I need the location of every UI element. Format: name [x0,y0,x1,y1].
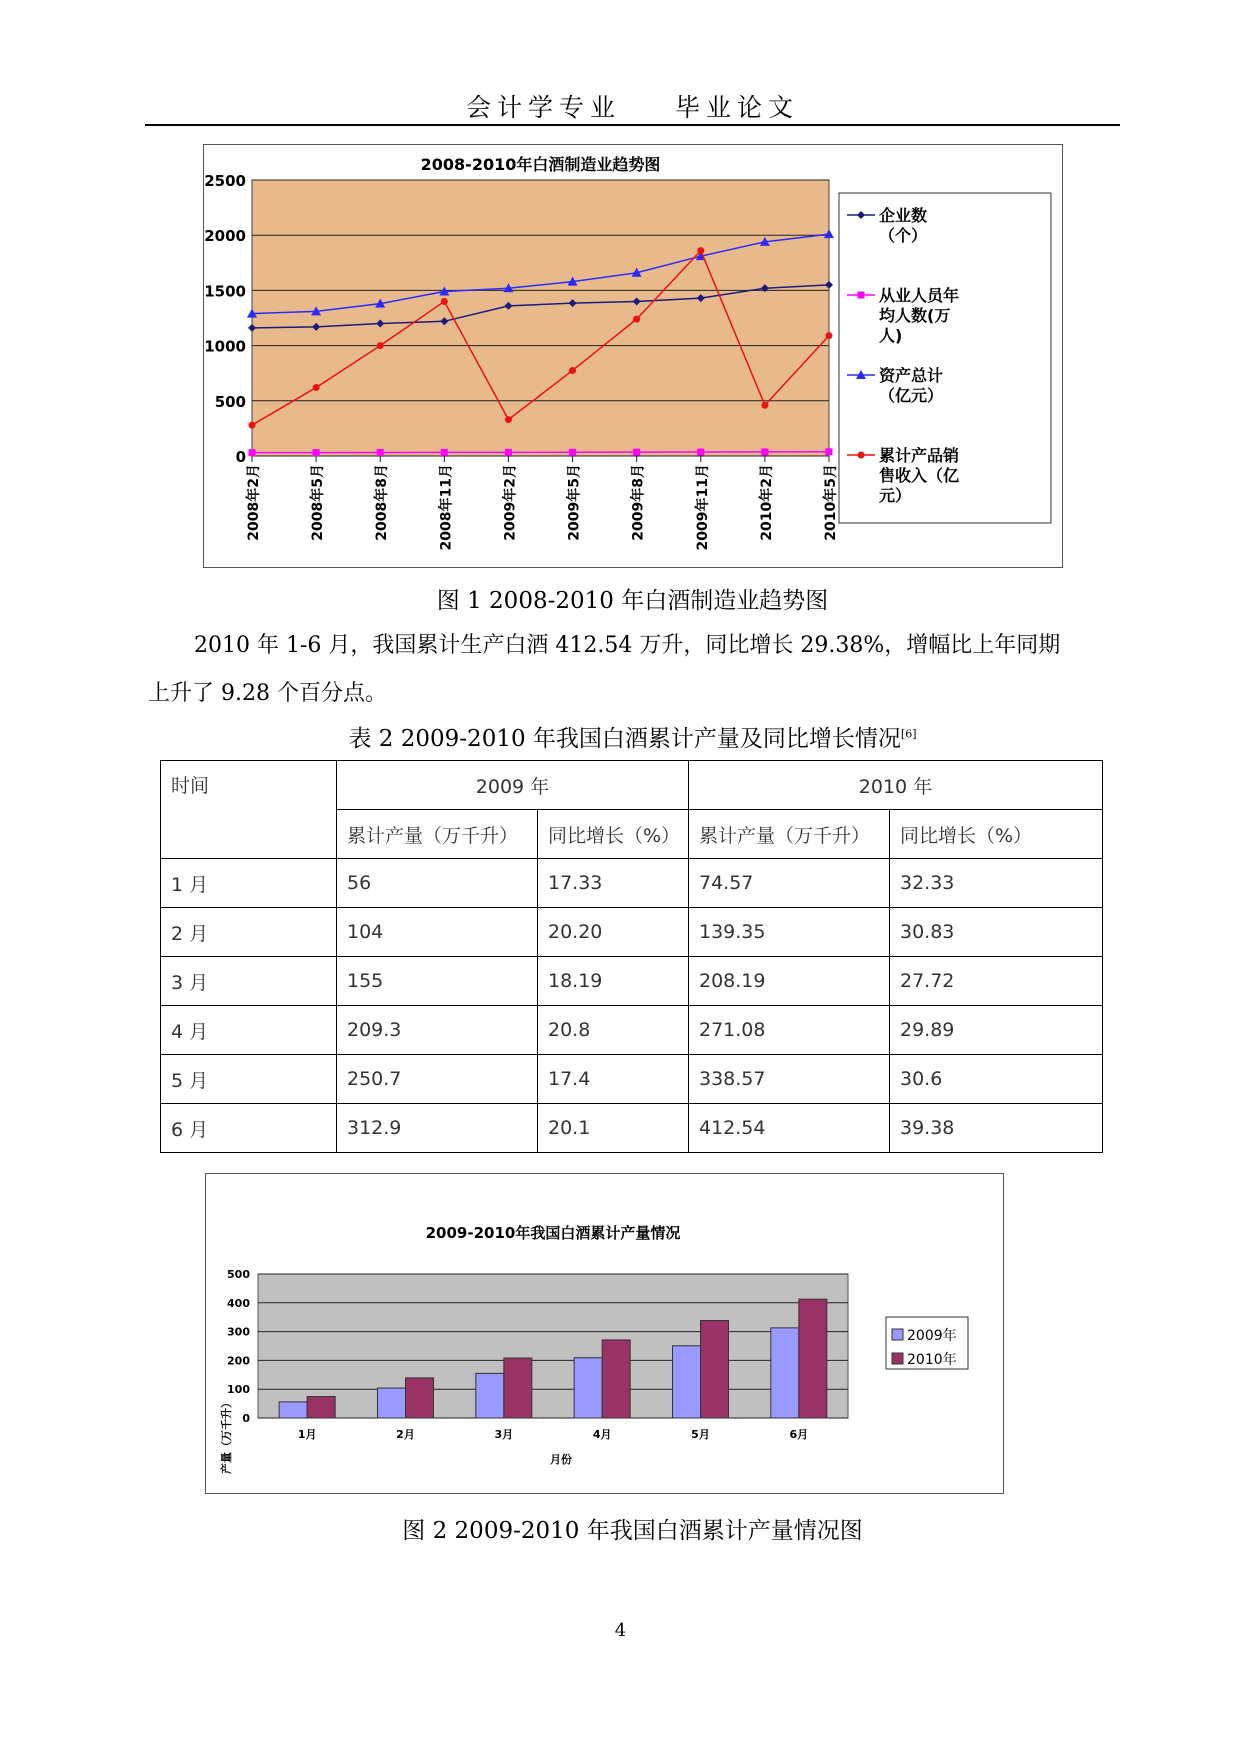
legend-entry: （个） [879,226,928,245]
cell-output-2009: 209.3 [337,1006,538,1055]
data-point [313,449,320,456]
data-point [697,449,704,456]
bar [406,1378,434,1418]
figure-1-frame [203,144,1063,568]
legend-entry: 资产总计 [879,366,944,385]
bar [799,1299,827,1418]
legend-entry: 元） [879,486,912,505]
data-point [249,449,256,456]
legend-entry: 企业数 [879,206,928,225]
data-point [633,449,640,456]
bar [476,1373,504,1418]
x-tick-label: 2010年5月 [823,464,839,541]
data-point [313,384,320,391]
legend-entry: 售收入（亿 [879,466,960,485]
data-point [377,449,384,456]
subheader-output-2010: 累计产量（万千升） [689,810,890,859]
cell-output-2009: 104 [337,908,538,957]
x-tick-label: 2月 [396,1428,415,1441]
x-tick-label: 2008年5月 [310,464,327,541]
cell-month: 6 月 [161,1104,337,1153]
y-tick-label: 100 [227,1383,250,1397]
cell-output-2009: 250.7 [337,1055,538,1104]
cell-output-2010: 338.57 [689,1055,890,1104]
y-tick-label: 500 [214,392,246,411]
plot-area [258,1274,848,1418]
trend-line-chart [204,145,1062,567]
subheader-growth-2010: 同比增长（%） [890,810,1103,859]
legend-entry: （亿元） [879,386,944,405]
table-row [161,859,1103,908]
y-tick-label: 0 [235,448,246,466]
data-point [826,332,833,339]
header-thesis: 毕业论文 [674,93,799,122]
legend-entry: 2010年 [907,1352,957,1368]
cell-growth-2009: 17.4 [538,1055,689,1104]
bar [771,1328,799,1418]
cell-growth-2010: 30.6 [890,1055,1103,1104]
legend-marker [858,292,865,299]
cell-output-2010: 139.35 [689,908,890,957]
x-tick-label: 3月 [494,1428,514,1441]
y-tick-label: 300 [227,1325,250,1339]
chart-title: 2008-2010年白酒制造业趋势图 [420,155,661,174]
data-point [505,449,512,456]
table-row [161,1055,1103,1104]
legend-marker [858,452,865,459]
table-title [145,720,1120,753]
bar [701,1320,729,1418]
cell-month: 2 月 [161,908,337,957]
data-point [441,298,448,305]
bar [307,1397,335,1418]
cell-growth-2010: 30.83 [890,908,1103,957]
x-tick-label: 2008年2月 [246,464,262,541]
table-row [161,908,1103,957]
y-tick-label: 200 [227,1354,250,1368]
figure-2-caption: 图 2 2009-2010 年我国白酒累计产量情况图 [402,1518,863,1544]
chart-title: 2009-2010年我国白酒累计产量情况 [425,1224,681,1242]
subheader-growth-2009: 同比增长（%） [538,810,689,859]
x-tick-label: 5月 [691,1428,710,1441]
x-axis-label: 月份 [550,1453,572,1466]
cell-output-2009: 312.9 [337,1104,538,1153]
subheader-output-2009: 累计产量（万千升） [337,810,538,859]
y-tick-label: 1500 [204,282,246,301]
plot-area [252,180,829,456]
production-bar-chart [206,1174,1003,1493]
legend-entry: 累计产品销 [879,446,960,465]
y-tick-label: 0 [242,1412,250,1425]
x-tick-label: 2008年11月 [438,464,455,551]
x-tick-label: 2008年8月 [374,464,391,541]
legend-entry: 人) [879,326,903,345]
y-tick-label: 400 [227,1296,250,1310]
bar [378,1388,406,1418]
legend-swatch [892,1353,903,1364]
x-tick-label: 6月 [789,1428,809,1441]
cell-month: 3 月 [161,957,337,1006]
header-year-2010: 2010 年 [689,761,1103,810]
paragraph-line-1 [148,622,1118,670]
legend-swatch [892,1329,903,1340]
header-major: 会计学专业 [466,93,622,122]
x-tick-label: 2009年11月 [694,464,711,551]
cell-output-2010: 412.54 [689,1104,890,1153]
cell-growth-2010: 27.72 [890,957,1103,1006]
body-paragraph [148,622,1118,718]
x-tick-label: 2009年2月 [502,464,519,541]
data-point [761,448,768,455]
running-header [145,88,1120,126]
header-year-2009: 2009 年 [337,761,689,810]
series-line-1 [252,452,829,453]
paragraph-line-2: 上升了 9.28 个百分点。 [148,681,387,706]
cell-output-2010: 74.57 [689,859,890,908]
table-header-row [161,761,1103,810]
cell-growth-2009: 20.1 [538,1104,689,1153]
table-title-reference: [6] [900,727,917,741]
cell-output-2010: 271.08 [689,1006,890,1055]
page-number: 4 [614,1620,627,1641]
cell-growth-2009: 18.19 [538,957,689,1006]
x-tick-label: 2009年8月 [630,463,647,541]
data-point [761,402,768,409]
data-point [697,247,704,254]
bar [673,1346,701,1418]
data-point [441,449,448,456]
data-point [826,448,833,455]
cell-output-2009: 56 [337,859,538,908]
bar [574,1358,602,1418]
cell-growth-2010: 39.38 [890,1104,1103,1153]
x-tick-label: 4月 [592,1428,612,1441]
cell-growth-2009: 17.33 [538,859,689,908]
data-point [377,342,384,349]
data-point [569,449,576,456]
legend-entry: 均人数(万 [879,306,951,325]
y-axis-label: 产量（万千升） [220,1397,233,1474]
cell-growth-2009: 20.20 [538,908,689,957]
legend-entry: 2009年 [907,1328,957,1344]
data-point [633,316,640,323]
data-point [249,422,256,429]
y-tick-label: 2000 [204,227,246,246]
table-row [161,957,1103,1006]
table-row [161,1104,1103,1153]
cell-month: 1 月 [161,859,337,908]
x-tick-label: 1月 [297,1428,317,1441]
table-row [161,1006,1103,1055]
figure-1-caption: 图 1 2008-2010 年白酒制造业趋势图 [436,588,829,614]
header-time: 时间 [161,761,337,859]
production-table [160,760,1103,1153]
y-tick-label: 500 [227,1268,250,1281]
cell-growth-2010: 29.89 [890,1006,1103,1055]
x-tick-label: 2009年5月 [566,464,583,541]
y-tick-label: 2500 [204,172,246,190]
data-point [569,367,576,374]
figure-2-frame [205,1173,1004,1494]
cell-output-2010: 208.19 [689,957,890,1006]
y-tick-label: 1000 [204,337,246,356]
bar [279,1402,307,1418]
data-point [505,416,512,423]
legend-entry: 从业人员年 [879,286,960,305]
x-tick-label: 2010年2月 [758,464,775,541]
bar [602,1340,630,1418]
table-title-text: 表 2 2009-2010 年我国白酒累计产量及同比增长情况 [348,726,901,752]
cell-growth-2009: 20.8 [538,1006,689,1055]
cell-output-2009: 155 [337,957,538,1006]
cell-month: 5 月 [161,1055,337,1104]
bar [504,1358,532,1418]
paragraph-text-1: 2010 年 1-6 月，我国累计生产白酒 412.54 万升，同比增长 29.38%，增幅比上年同期 [194,633,1061,658]
cell-month: 4 月 [161,1006,337,1055]
cell-growth-2010: 32.33 [890,859,1103,908]
